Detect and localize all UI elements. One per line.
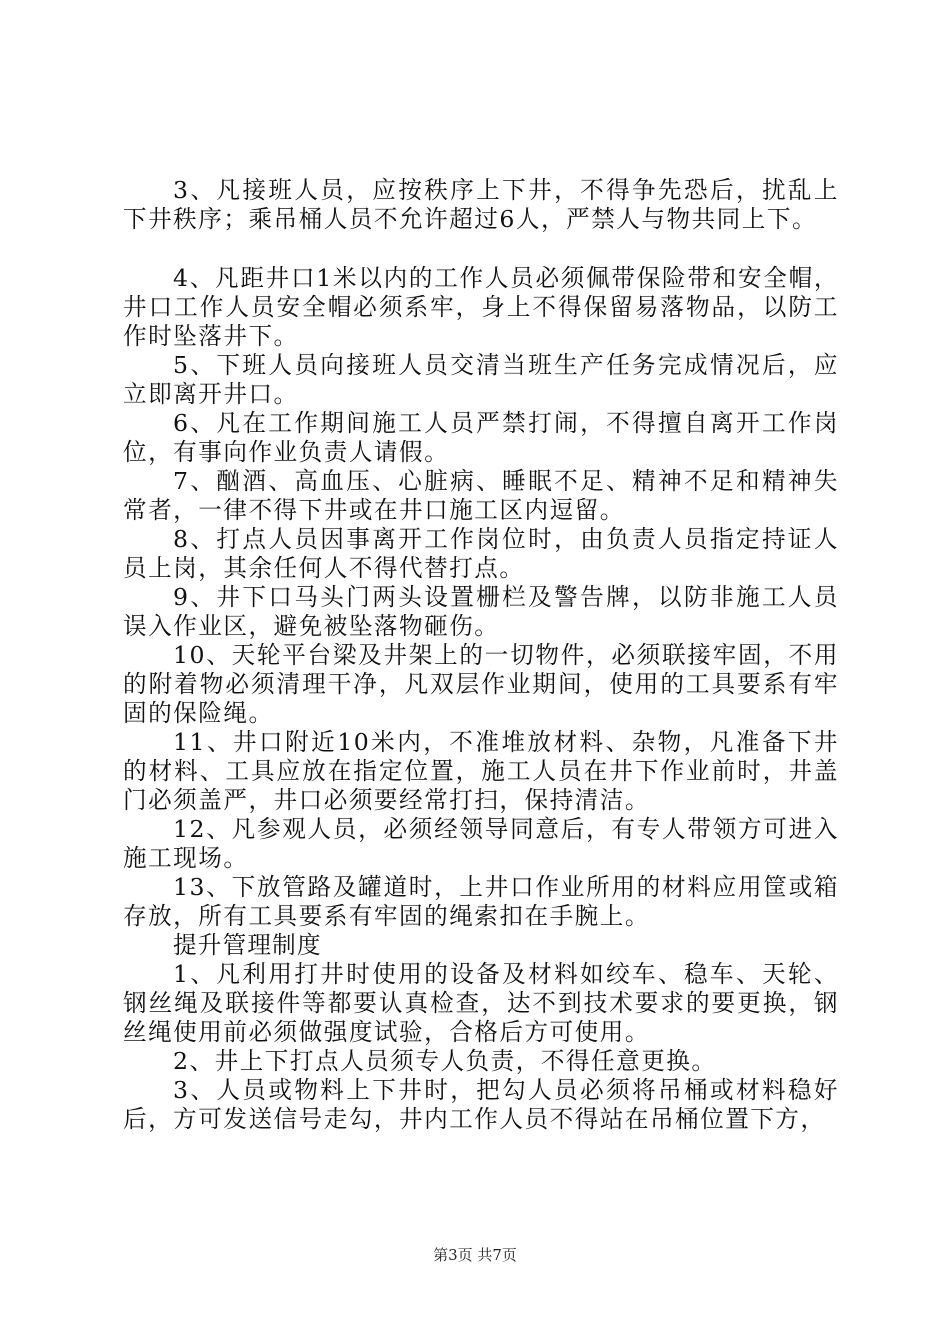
paragraph-item-6: 6、凡在工作期间施工人员严禁打闹，不得擅自离开工作岗位，有事向作业负责人请假。 <box>123 409 839 466</box>
paragraph-item-13: 13、下放管路及罐道时，上井口作业所用的材料应用筐或箱存放，所有工具要系有牢固的绳索扣在手腕上。 <box>123 873 839 930</box>
paragraph-item-3: 3、凡接班人员，应按秩序上下井，不得争先恐后，扰乱上下井秩序；乘吊桶人员不允许超过6人，严禁人与物共同上下。 <box>123 176 839 233</box>
paragraph-item-10: 10、天轮平台梁及井架上的一切物件，必须联接牢固，不用的附着物必须清理干净，凡双层作业期间，使用的工具要系有牢固的保险绳。 <box>123 641 839 727</box>
paragraph-item-8: 8、打点人员因事离开工作岗位时，由负责人员指定持证人员上岗，其余任何人不得代替打点。 <box>123 525 839 582</box>
paragraph-item-lift-2: 2、井上下打点人员须专人负责，不得任意更换。 <box>173 1047 717 1075</box>
paragraph-item-7: 7、酗酒、高血压、心脏病、睡眠不足、精神不足和精神失常者，一律不得下井或在井口施工区内逗留。 <box>123 467 839 524</box>
page-number-label: 第3页 <box>433 1246 473 1264</box>
paragraph-item-lift-3: 3、人员或物料上下井时，把勾人员必须将吊桶或材料稳好后，方可发送信号走勾，井内工作人员不得站在吊桶位置下方， <box>123 1076 839 1133</box>
paragraph-item-4: 4、凡距井口1米以内的工作人员必须佩带保险带和安全帽，井口工作人员安全帽必须系牢，身上不得保留易落物品，以防工作时坠落井下。 <box>123 264 839 350</box>
paragraph-item-11: 11、井口附近10米内，不准堆放材料、杂物，凡准备下井的材料、工具应放在指定位置，施工人员在井下作业前时，井盖门必须盖严，井口必须要经常打扫，保持清洁。 <box>123 728 839 814</box>
paragraph-item-lift-1: 1、凡利用打井时使用的设备及材料如绞车、稳车、天轮、钢丝绳及联接件等都要认真检查，达不到技术要求的要更换，钢丝绳使用前必须做强度试验，合格后方可使用。 <box>123 960 839 1046</box>
paragraph-item-5: 5、下班人员向接班人员交清当班生产任务完成情况后，应立即离开井口。 <box>123 351 839 408</box>
document-body <box>123 176 839 1134</box>
paragraph-item-12: 12、凡参观人员，必须经领导同意后，有专人带领方可进入施工现场。 <box>123 815 839 872</box>
section-heading: 提升管理制度 <box>173 931 322 959</box>
paragraph-item-9: 9、井下口马头门两头设置栅栏及警告牌，以防非施工人员误入作业区，避免被坠落物砸伤。 <box>123 583 839 640</box>
page-total-label: 共7页 <box>477 1246 517 1264</box>
page-footer <box>0 1246 950 1264</box>
